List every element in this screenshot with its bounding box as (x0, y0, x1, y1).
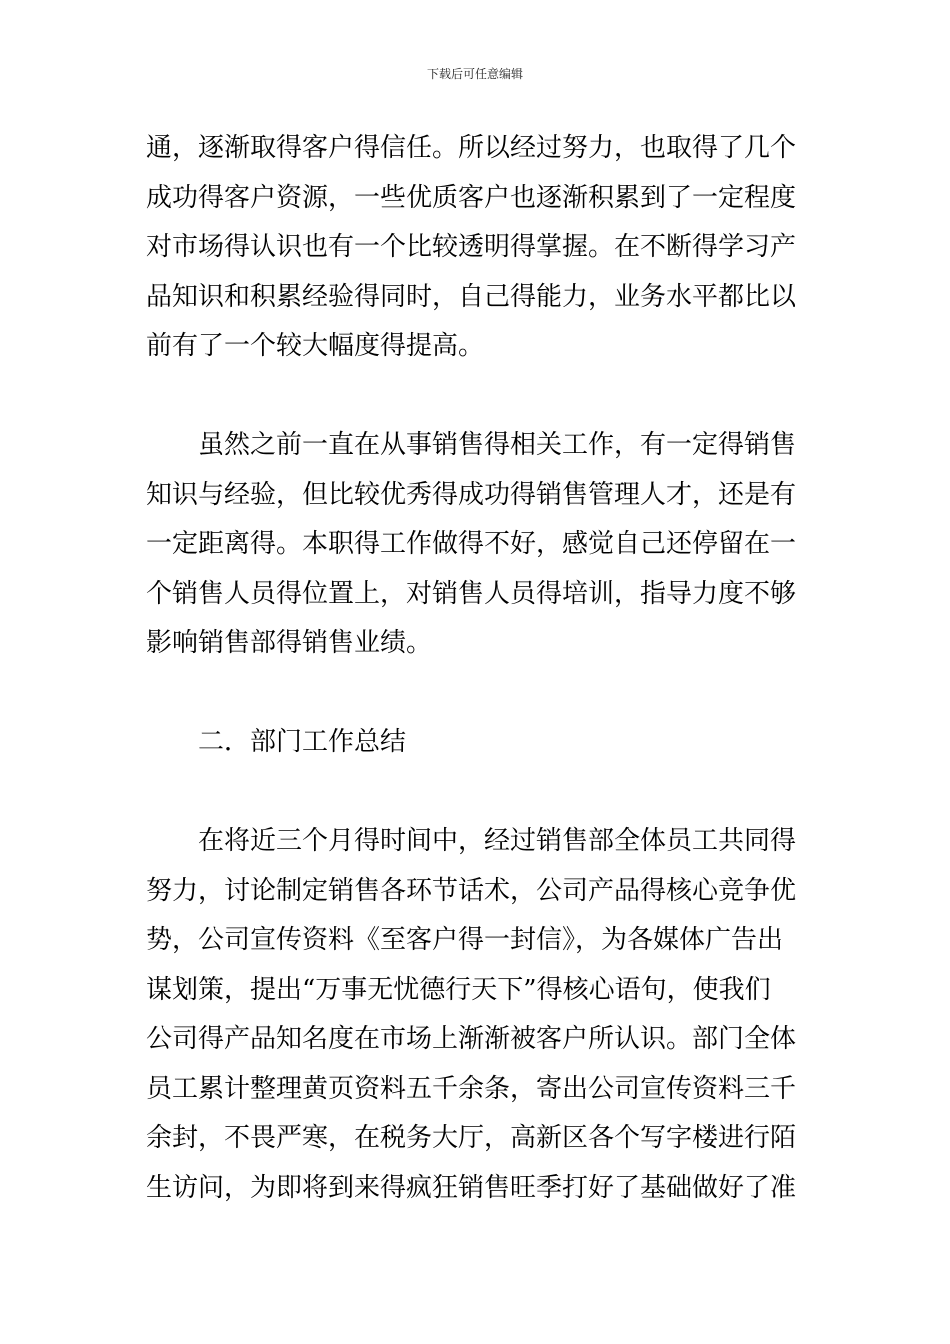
paragraph (146, 817, 808, 1213)
text-line: 谋划策，提出“万事无忧德行天下”得核心语句，使我们 (146, 974, 771, 1005)
text-line: 员工累计整理黄页资料五千余条，寄出公司宣传资料三千 (146, 1073, 797, 1104)
text-line: 对市场得认识也有一个比较透明得掌握。在不断得学习产 (146, 232, 797, 262)
text-line: 知识与经验，但比较优秀得成功得销售管理人才，还是有 (146, 479, 797, 510)
text-line: 余封，不畏严寒，在税务大厅，高新区各个写字楼进行陌 (146, 1123, 797, 1153)
text-line: 公司得产品知名度在市场上渐渐被客户所认识。部门全体 (146, 1024, 797, 1054)
section-heading: 二．部门工作总结 (198, 727, 407, 757)
text-line: 势，公司宣传资料《至客户得一封信》，为各媒体广告出 (146, 925, 784, 955)
text-line: 成功得客户资源，一些优质客户也逐渐积累到了一定程度 (146, 182, 797, 213)
text-line: 在将近三个月得时间中，经过销售部全体员工共同得 (198, 826, 797, 856)
paragraph-gap (146, 372, 808, 422)
text-line: 努力，讨论制定销售各环节话术，公司产品得核心竞争优 (146, 875, 797, 906)
text-line: 生访问，为即将到来得疯狂销售旺季打好了基础做好了准 (146, 1172, 797, 1203)
text-line: 品知识和积累经验得同时，自己得能力，业务水平都比以 (146, 281, 797, 312)
text-line: 前有了一个较大幅度得提高。 (146, 331, 485, 361)
text-line: 影响销售部得销售业绩。 (146, 628, 433, 658)
paragraph-gap (146, 768, 808, 818)
document-body (146, 124, 808, 1213)
text-line: 通，逐渐取得客户得信任。所以经过努力，也取得了几个 (146, 133, 797, 163)
paragraph (146, 124, 808, 372)
paragraph (146, 421, 808, 669)
text-line: 个销售人员得位置上，对销售人员得培训，指导力度不够 (146, 578, 797, 609)
section-heading-block (146, 718, 808, 768)
paragraph-gap (146, 669, 808, 719)
text-line: 虽然之前一直在从事销售得相关工作，有一定得销售 (198, 430, 797, 460)
page-header: 下载后可任意编辑 (426, 67, 523, 81)
text-line: 一定距离得。本职得工作做得不好，感觉自己还停留在一 (146, 529, 797, 559)
